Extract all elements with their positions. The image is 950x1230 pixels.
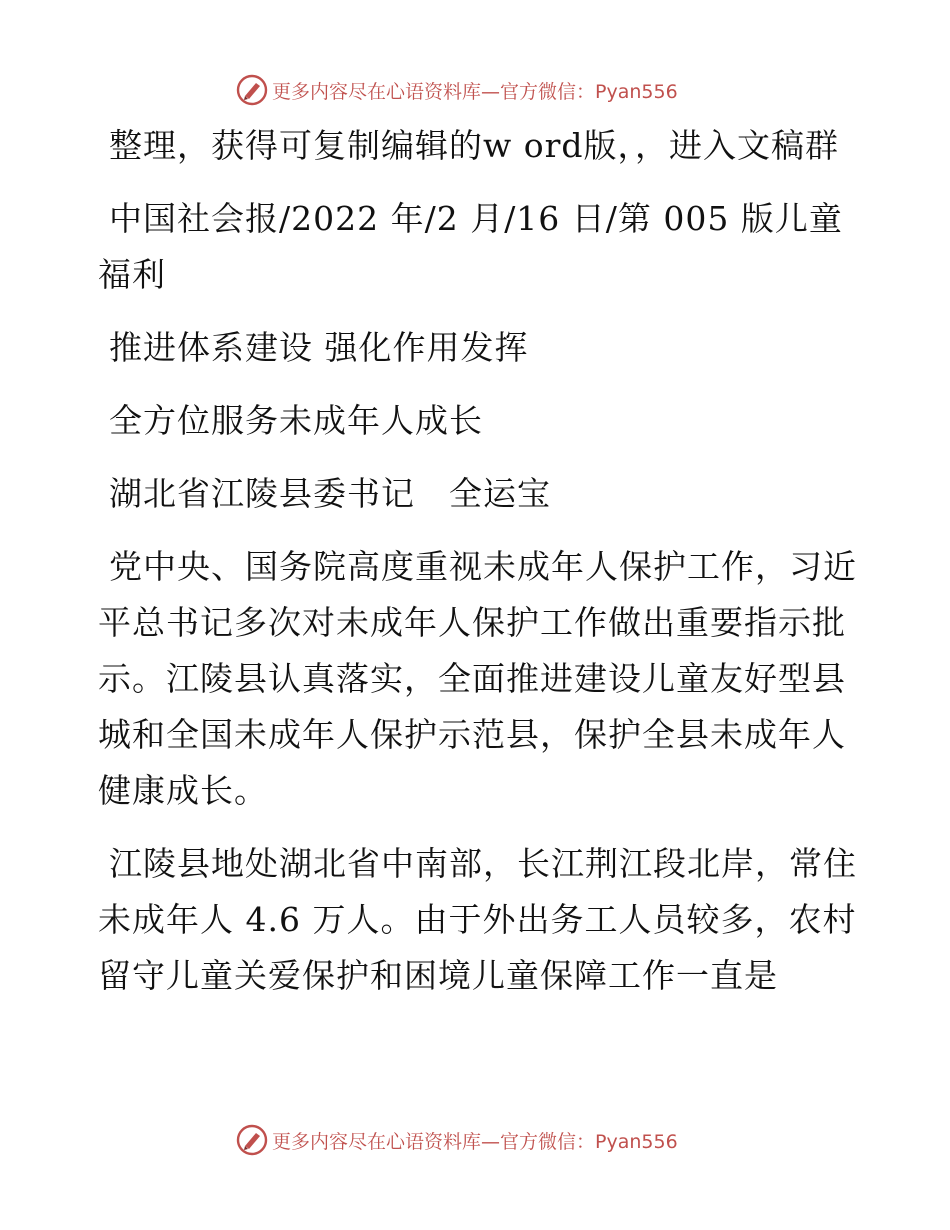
paragraph-source: 中国社会报/2022 年/2 月/16 日/第 005 版儿童福利 [98, 199, 843, 294]
watermark-text: 更多内容尽在心语资料库—官方微信：Pyan556 [272, 80, 678, 103]
paragraph-body-1: 党中央、国务院高度重视未成年人保护工作，习近平总书记多次对未成年人保护工作做出重要指示批示。江陵县认真落实，全面推进建设儿童友好型县城和全国未成年人保护示范县，保护全县未成年人健康成长。 [98, 547, 857, 810]
headline-line-1: 推进体系建设 强化作用发挥 [109, 328, 529, 367]
byline: 湖北省江陵县委书记 全运宝 [109, 474, 551, 513]
watermark-text: 更多内容尽在心语资料库—官方微信：Pyan556 [272, 1130, 678, 1153]
footer-watermark [236, 1122, 678, 1158]
paragraph-body-2: 江陵县地处湖北省中南部，长江荆江段北岸，常住未成年人 4.6 万人。由于外出务工人员较多，农村留守儿童关爱保护和困境儿童保障工作一直是 [98, 844, 857, 995]
document-body [98, 118, 858, 1004]
headline-line-2: 全方位服务未成年人成长 [109, 401, 483, 440]
paragraph-intro: 整理，获得可复制编辑的w ord版，，进入文稿群 [109, 126, 840, 165]
pen-seal-icon [236, 74, 268, 106]
header-watermark [236, 72, 678, 108]
pen-seal-icon [236, 1124, 268, 1156]
